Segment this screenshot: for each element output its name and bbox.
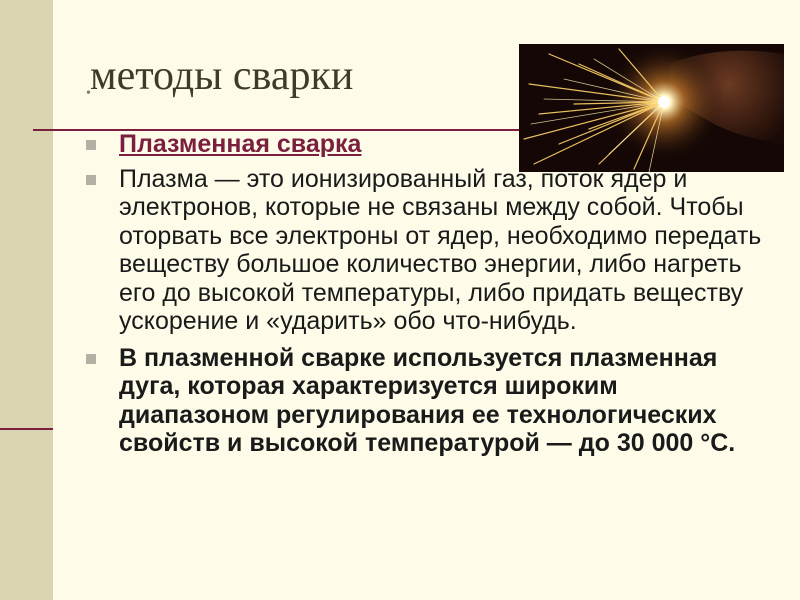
paragraph-text: В плазменной сварке используется плазменная дуга, которая характеризуется широким диапазоном регулирования ее технологических свойств и высокой температурой — до 30 000 °С. [119, 343, 736, 457]
bullet-paragraph-2 [86, 344, 766, 458]
band-divider [0, 428, 53, 430]
bullet-square-icon [86, 140, 96, 150]
bullet-square-icon [86, 354, 96, 364]
section-heading: Плазменная сварка [119, 130, 362, 158]
left-decor-band [0, 0, 53, 600]
slide-title: методы сварки [90, 53, 354, 99]
bullet-heading [86, 130, 766, 159]
bullet-square-icon [86, 175, 96, 185]
title-marker: • [86, 86, 91, 101]
paragraph-text: Плазма — это ионизированный газ, поток ядер и электронов, которые не связаны между собой. Чтобы оторвать все электроны от ядер, необходимо передать веществу большое количество энергии, либо нагреть его до высокой температуры, либо придать веществу ускорение и «ударить» обо что-нибудь. [119, 164, 762, 335]
bullet-paragraph-1 [86, 165, 766, 336]
bullet-list [86, 130, 766, 458]
